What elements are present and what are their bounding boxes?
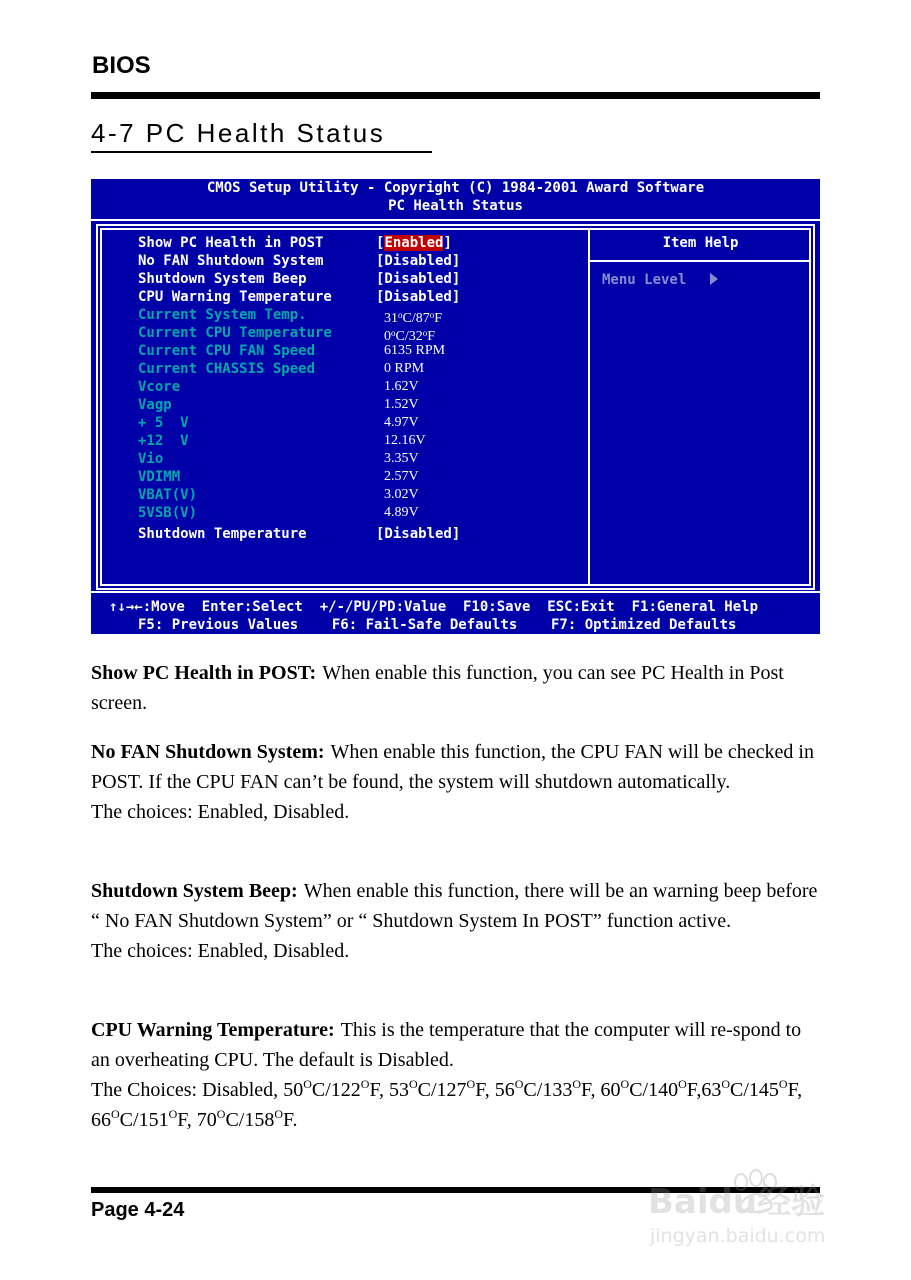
- bios-subtitle: PC Health Status: [388, 198, 523, 214]
- header-rule: [91, 92, 820, 99]
- bios-screenshot: [91, 179, 820, 634]
- bios-row-label: Current System Temp.: [138, 307, 307, 323]
- bios-row-reading: 4.89V: [384, 505, 419, 520]
- temperature-choice: , $53^OC/127^OF$: [378, 1077, 485, 1101]
- temperature-choice: , $56^OC/133^OF$: [484, 1077, 591, 1101]
- bios-row-value[interactable]: [Disabled]: [376, 526, 461, 542]
- bios-row-label: Current CPU Temperature: [138, 325, 332, 341]
- bios-row-label: No FAN Shutdown System: [138, 253, 324, 269]
- temp-unit: F: [427, 329, 436, 344]
- bios-row-reading: 0 RPM: [384, 361, 425, 376]
- degree-mark: o: [429, 310, 435, 320]
- bios-row-5v: [91, 414, 588, 432]
- paragraph-show-pc-health: [91, 658, 820, 718]
- bios-row-no-fan-shutdown[interactable]: [91, 252, 588, 270]
- temp-fahrenheit: C/32: [395, 329, 423, 344]
- bios-row-value[interactable]: [Disabled]: [376, 253, 461, 269]
- paragraph-no-fan-shutdown: [91, 737, 820, 827]
- paragraph-text: When enable this function, there will be an warning beep before “ No FAN Shutdown System” or “ Shutdown System In POST” function active.: [91, 880, 818, 932]
- selected-value-highlight: Enabled: [384, 235, 444, 251]
- menu-level-label: Menu Level: [602, 272, 687, 288]
- item-help-title: Item Help: [662, 235, 739, 251]
- bios-footer-defaults: F5: Previous Values F6: Fail-Safe Defaults F7: Optimized Defaults: [138, 617, 737, 633]
- degree-mark: o: [391, 328, 396, 338]
- choices-prefix: The Choices: Disabled,: [91, 1079, 279, 1101]
- temperature-choice: , $60^OC/140^OF$: [590, 1077, 697, 1101]
- bios-row-shutdown-beep[interactable]: [91, 270, 588, 288]
- temp-unit: F: [434, 311, 443, 326]
- section-title: 4-7 PC Health Status: [91, 118, 386, 148]
- temperature-choice: , $66^OC/151^OF$: [91, 1079, 803, 1131]
- paragraph-shutdown-beep: [91, 876, 820, 966]
- degree-mark: o: [422, 328, 428, 338]
- temp-celsius: 31: [384, 311, 398, 326]
- bios-row-value[interactable]: [Disabled]: [376, 289, 461, 305]
- paragraph-choices: The choices: Enabled, Disabled.: [91, 940, 350, 962]
- bios-row-label: Shutdown Temperature: [138, 526, 307, 542]
- bios-row-system-temp: [91, 306, 588, 324]
- bios-row-vagp: [91, 396, 588, 414]
- bios-row-label: Vcore: [138, 379, 181, 395]
- bios-row-reading: 12.16V: [384, 433, 426, 448]
- bios-row-reading: 1.52V: [384, 397, 419, 412]
- paragraph-choices: The choices: Enabled, Disabled.: [91, 801, 350, 823]
- bios-row-shutdown-temp[interactable]: [91, 525, 588, 543]
- bios-title-rule: [91, 219, 820, 221]
- bios-row-5vsb: [91, 504, 588, 522]
- bios-frame-divider: [588, 228, 590, 586]
- bios-row-vio: [91, 450, 588, 468]
- bios-row-vbat: [91, 486, 588, 504]
- paragraph-text: When enable this function, you can see PC Health in Post screen.: [91, 662, 784, 714]
- watermark-url: jingyan.baidu.com: [650, 1225, 826, 1247]
- page-number: Page 4-24: [91, 1199, 185, 1221]
- temp-fahrenheit: C/87: [402, 311, 430, 326]
- bios-row-reading: 3.02V: [384, 487, 419, 502]
- bios-row-reading: 6135 RPM: [384, 343, 446, 358]
- bios-row-cpu-warning-temp[interactable]: [91, 288, 588, 306]
- paragraph-heading: CPU Warning Temperature:: [91, 1019, 335, 1041]
- bios-row-label: Current CHASSIS Speed: [138, 361, 316, 377]
- paragraph-text: This is the temperature that the computer will re-spond to an overheating CPU. The default is Disabled.: [91, 1019, 802, 1071]
- bios-row-value[interactable]: [Enabled]: [376, 235, 452, 251]
- bios-row-label: Vio: [138, 451, 164, 467]
- bios-row-label: Vagp: [138, 397, 172, 413]
- paragraph-heading: No FAN Shutdown System:: [91, 741, 325, 763]
- temp-celsius: 0: [384, 329, 391, 344]
- bios-row-chassis-fan: [91, 360, 588, 378]
- bios-row-label: VBAT(V): [138, 487, 198, 503]
- item-help-rule: [590, 260, 811, 262]
- bios-row-12v: [91, 432, 588, 450]
- temperature-choice: $50^OC/122^OF$: [278, 1077, 379, 1101]
- paragraph-text: When enable this function, the CPU FAN will be checked in POST. If the CPU FAN can’t be found, the system will shutdown automatically.: [91, 741, 814, 793]
- bios-row-label: VDIMM: [138, 469, 181, 485]
- bios-row-value[interactable]: [Disabled]: [376, 271, 461, 287]
- section-title-underline: [91, 151, 432, 153]
- bios-row-reading: 3.35V: [384, 451, 419, 466]
- baidu-watermark-logo: [646, 1168, 856, 1248]
- paragraph-cpu-warning-temp: [91, 1015, 820, 1135]
- paragraph-heading: Shutdown System Beep:: [91, 880, 298, 902]
- bios-row-label: 5VSB(V): [138, 505, 198, 521]
- paragraph-choices: [91, 1079, 802, 1131]
- bios-row-cpu-fan: [91, 342, 588, 360]
- bios-footer-rule: [91, 591, 820, 593]
- page-header-title: BIOS: [92, 52, 151, 79]
- bios-row-vcore: [91, 378, 588, 396]
- bios-row-vdimm: [91, 468, 588, 486]
- bios-row-label: Show PC Health in POST: [138, 235, 324, 251]
- bios-row-reading: 2.57V: [384, 469, 419, 484]
- bios-row-label: +12 V: [138, 433, 189, 449]
- bios-row-cpu-temp: [91, 324, 588, 342]
- menu-level: [602, 271, 718, 289]
- degree-mark: o: [398, 310, 403, 320]
- bios-row-reading: 4.97V: [384, 415, 419, 430]
- bios-footer-keys: ↑↓→←:Move Enter:Select +/-/PU/PD:Value F10:Save ESC:Exit F1:General Help: [109, 599, 759, 615]
- bios-row-label: CPU Warning Temperature: [138, 289, 332, 305]
- bios-row-label: Current CPU FAN Speed: [138, 343, 316, 359]
- triangle-right-icon: [710, 273, 718, 285]
- paragraph-heading: Show PC Health in POST:: [91, 662, 317, 684]
- bios-row-label: + 5 V: [138, 415, 189, 431]
- temperature-choice: , $70^OC/158^OF$.: [186, 1107, 298, 1131]
- watermark-brand: Baidu经验: [648, 1182, 826, 1222]
- bios-row-label: Shutdown System Beep: [138, 271, 307, 287]
- bios-row-reading: 1.62V: [384, 379, 419, 394]
- bios-title: CMOS Setup Utility - Copyright (C) 1984-2001 Award Software: [206, 180, 705, 196]
- temperature-choice: $,63^OC/145^OF$: [696, 1077, 798, 1101]
- bios-row-show-pc-health[interactable]: [91, 234, 588, 252]
